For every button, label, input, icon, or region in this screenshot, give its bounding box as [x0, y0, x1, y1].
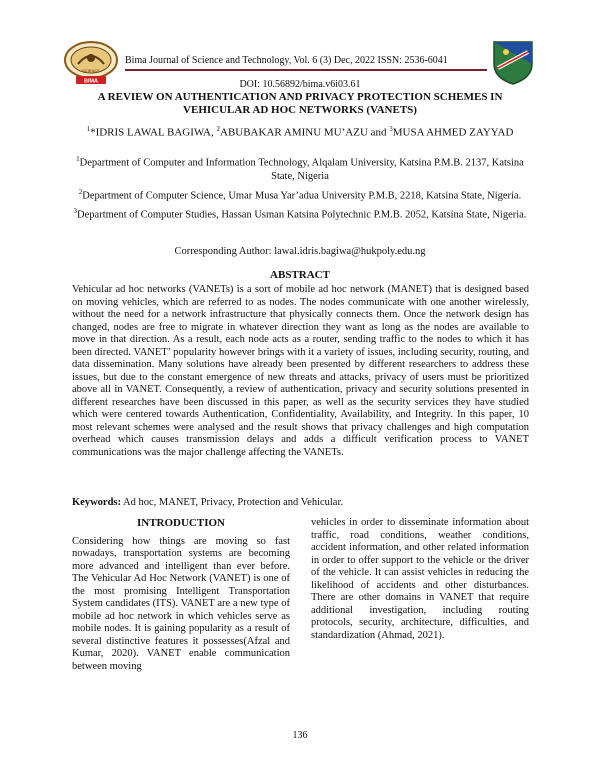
journal-citation-line: Bima Journal of Science and Technology, Vol. 6 (3) Dec, 2022 ISSN: 2536-6041	[125, 55, 448, 66]
header-rule	[125, 69, 487, 71]
author-3: MUSA AHMED ZAYYAD	[392, 126, 514, 139]
intro-column-left	[72, 517, 290, 673]
keywords-label: Keywords:	[72, 497, 121, 508]
author-list	[72, 123, 528, 140]
doi-line: DOI: 10.56892/bima.v6i03.61	[239, 79, 361, 90]
author-2: ABUBAKAR AMINU MU’AZU and	[220, 126, 390, 139]
affiliation-2-text: Department of Computer Science, Umar Musa Yar’adua University P.M.B, 2218, Katsina State, Nigeria.	[82, 190, 522, 201]
affiliation-2-sup: 2	[78, 187, 83, 196]
author-1: *IDRIS LAWAL BAGIWA,	[90, 126, 217, 139]
corresponding-author: Corresponding Author: lawal.idris.bagiwa@hukpoly.edu.ng	[174, 246, 426, 257]
paper-title: A REVIEW ON AUTHENTICATION AND PRIVACY PROTECTION SCHEMES IN VEHICULAR AD HOC NETWORKS (VANETS)	[97, 91, 503, 116]
author-3-sup: 3	[389, 125, 393, 133]
affiliation-3-sup: 3	[73, 207, 78, 215]
affiliation-3	[72, 205, 528, 222]
keywords-text: Ad hoc, MANET, Privacy, Protection and Vehicular.	[121, 497, 344, 508]
logo-left-word: BIMA	[83, 78, 99, 85]
abstract-heading: ABSTRACT	[270, 269, 330, 281]
keywords-line	[72, 497, 529, 508]
introduction-heading: INTRODUCTION	[136, 517, 225, 529]
logo-left-sub: SCIENCE	[82, 68, 100, 73]
affiliation-3-text: Department of Computer Studies, Hassan Usman Katsina Polytechnic P.M.B. 2052, Katsina State, Nigeria.	[77, 209, 527, 221]
affiliation-2	[72, 186, 528, 203]
affiliation-1	[72, 153, 528, 183]
intro-right-text: vehicles in order to disseminate information about traffic, road conditions, weather conditions, accident information, and other related information in order to offer support to the vehicle or the driver of the vehicle. It can assist vehicles in reducing the likelihood of accidents and other disturbances. There are other domains in VANET that require additional investigation, including routing protocols, security, architecture, difficulties, and standardization (Ahmad, 2021).	[311, 517, 529, 641]
abstract-body: Vehicular ad hoc networks (VANETs) is a sort of mobile ad hoc network (MANET) that is designed based on moving vehicles, which are referred to as nodes. The nodes communicate with one another wirelessly, without the need for a network infrastructure that physically connects them. Once the network design has changed, nodes are free to migrate in whatever direction they want as long as the nodes are available to move in that direction. As a result, each node acts as a router, sending traffic to the nodes to which it has been directed. VANET’ popularity however brings with it a variety of issues, including security, routing, and data dissemination. Many solutions have already been presented by different researchers to address these issues, but due to the constant emergence of new threats and attacks, privacy of users must be prioritized above all in VANET. Consequently, a review of authentication, privacy and security solutions presented in different researches have been discussed in this paper, as well as the security services they have studied which were centered towards Authentication, Confidentiality, Availability, and Integrity. In this paper, 10 most relevant schemes were analysed and the result shows that privacy challenges and high computation overhead which causes transmission delays and adds a difficult verification process to VANET communications was the major challenge affecting the VANETs.	[72, 284, 529, 458]
page-number: 136	[292, 730, 308, 741]
affiliation-1-sup: 1	[76, 155, 80, 163]
author-1-sup: 1	[86, 125, 91, 133]
intro-column-right	[311, 517, 529, 642]
author-2-sup: 2	[216, 125, 220, 133]
intro-left-text: Considering how things are moving so fast nowadays, transportation systems are becoming more advanced and intelligent than ever before. The Vehicular Ad Hoc Network (VANET) is one of the most promising Intelligent Transportation System candidates (ITS). VANET are a new type of mobile ad hoc network in which vehicles serve as mobile nodes. It is gaining popularity as a result of several distinctive features it possesses(Afzal and Kumar, 2020). VANET enable communication between moving	[72, 535, 290, 672]
affiliations	[72, 153, 528, 225]
affiliation-1-text: Department of Computer and Information Technology, Alqalam University, Katsina P.M.B. 2137, Katsina State, Nigeria	[79, 157, 524, 182]
